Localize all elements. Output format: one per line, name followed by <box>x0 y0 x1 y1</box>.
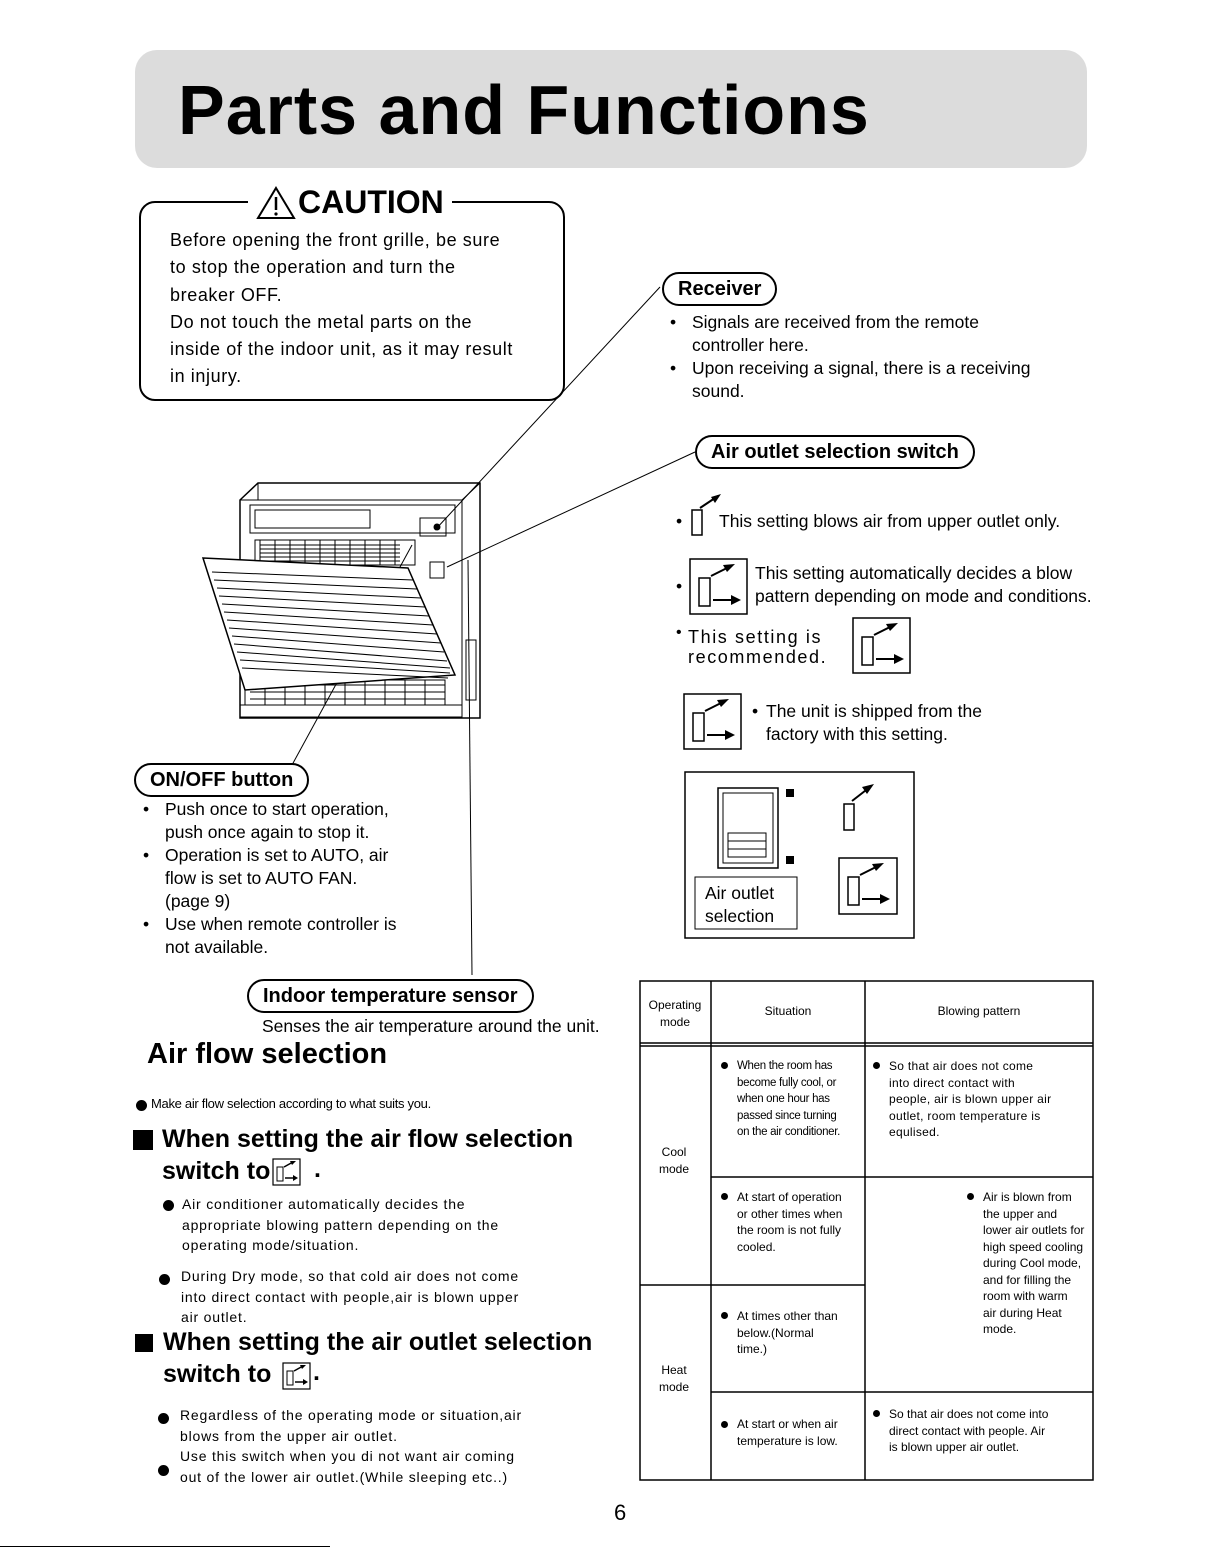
list-item: • Push once to start operation, push once again to stop it. <box>143 798 463 844</box>
caution-line: Do not touch the metal parts on the <box>170 311 473 332</box>
caution-line: to stop the operation and turn the <box>170 257 456 278</box>
page-number: 6 <box>614 1500 627 1525</box>
cool-pattern-1: So that air does not come into direct contact with people, air is blown upper air outlet, room temperature is equlised. <box>889 1059 1052 1139</box>
caution-line: Before opening the front grille, be sure <box>170 230 501 250</box>
receiver-label: Receiver <box>662 272 777 306</box>
period: . <box>314 1155 321 1183</box>
period: . <box>313 1358 320 1386</box>
shared-pattern: Air is blown from the upper and lower air outlets for high speed cooling during Cool mode, and for filling the room with warm air during Heat mode. <box>983 1190 1085 1336</box>
bullet-dot <box>873 1410 880 1417</box>
caution-line: breaker OFF. <box>170 284 283 305</box>
caution-line: inside of the indoor unit, as it may result <box>170 339 513 360</box>
heat-pattern-2: So that air does not come into direct contact with people. Air is blown upper air outlet. <box>889 1407 1049 1454</box>
table-header-situation: Situation <box>764 1004 812 1018</box>
list-item: • Signals are received from the remote controller here. <box>670 311 1090 357</box>
mode-heat: Heat mode <box>658 1363 690 1394</box>
bullet-dot <box>721 1193 728 1200</box>
airflow-intro: Make air flow selection according to what suits you. <box>151 1096 431 1111</box>
bullet-dot <box>721 1312 728 1319</box>
heat-situation-2: At start or when air temperature is low. <box>737 1417 838 1448</box>
air-outlet-switch-label: Air outlet selection switch <box>695 435 975 469</box>
sub1-heading: When setting the air flow selection switch to <box>162 1125 574 1185</box>
mode-cool: Cool mode <box>658 1145 690 1176</box>
sub1-item: During Dry mode, so that cold air does not come into direct contact with people,air is blown upper air outlet. <box>181 1268 520 1325</box>
table-header-pattern: Blowing pattern <box>937 1004 1021 1018</box>
shipped-text: • The unit is shipped from the factory with this setting. <box>752 700 1052 746</box>
list-item: • Operation is set to AUTO, air flow is set to AUTO FAN. (page 9) <box>143 844 463 913</box>
caution-line: in injury. <box>170 366 242 387</box>
bullet-dot <box>721 1062 728 1069</box>
sensor-desc: Senses the air temperature around the unit. <box>262 1016 600 1036</box>
sensor-label: Indoor temperature sensor <box>247 979 534 1013</box>
bullet-dot: • <box>676 511 683 531</box>
bottom-rule <box>0 1546 330 1547</box>
sub1-item: Air conditioner automatically decides the appropriate blowing pattern depending on the operating mode/situation. <box>182 1196 499 1253</box>
sub2-item: Regardless of the operating mode or situation,air blows from the upper air outlet. Use this switch when you di not want air coming out of the lower air outlet.(While sleeping etc..) <box>180 1407 522 1485</box>
air-outlet-selection-label: Air outlet selection <box>705 883 775 926</box>
page-title: Parts and Functions <box>178 71 870 149</box>
list-item: • Use when remote controller is not available. <box>143 913 463 959</box>
upper-only-text: This setting blows air from upper outlet only. <box>719 511 1061 531</box>
caution-title: CAUTION <box>298 184 444 220</box>
recommended-text: This setting is recommended. <box>688 627 828 667</box>
bullet-dot <box>721 1421 728 1428</box>
heat-situation-1: At times other than below.(Normal time.) <box>737 1309 838 1356</box>
bullet-dot: • <box>676 576 683 596</box>
bullet-dot <box>873 1062 880 1069</box>
sub2-heading: When setting the air outlet selection switch to <box>163 1328 593 1388</box>
cool-situation-2: At start of operation or other times when the room is not fully cooled. <box>737 1190 843 1254</box>
table-header-mode: Operating mode <box>648 998 702 1029</box>
bullet-dot <box>967 1193 974 1200</box>
list-item: • Upon receiving a signal, there is a receiving sound. <box>670 357 1090 403</box>
onoff-button-label: ON/OFF button <box>134 763 309 797</box>
airflow-heading: Air flow selection <box>147 1038 388 1070</box>
auto-text: This setting automatically decides a blow pattern depending on mode and conditions. <box>755 563 1092 606</box>
cool-situation-1: When the room has become fully cool, or when one hour has passed since turning on the air conditioner. <box>737 1060 841 1138</box>
bullet-dot: • <box>676 624 682 641</box>
